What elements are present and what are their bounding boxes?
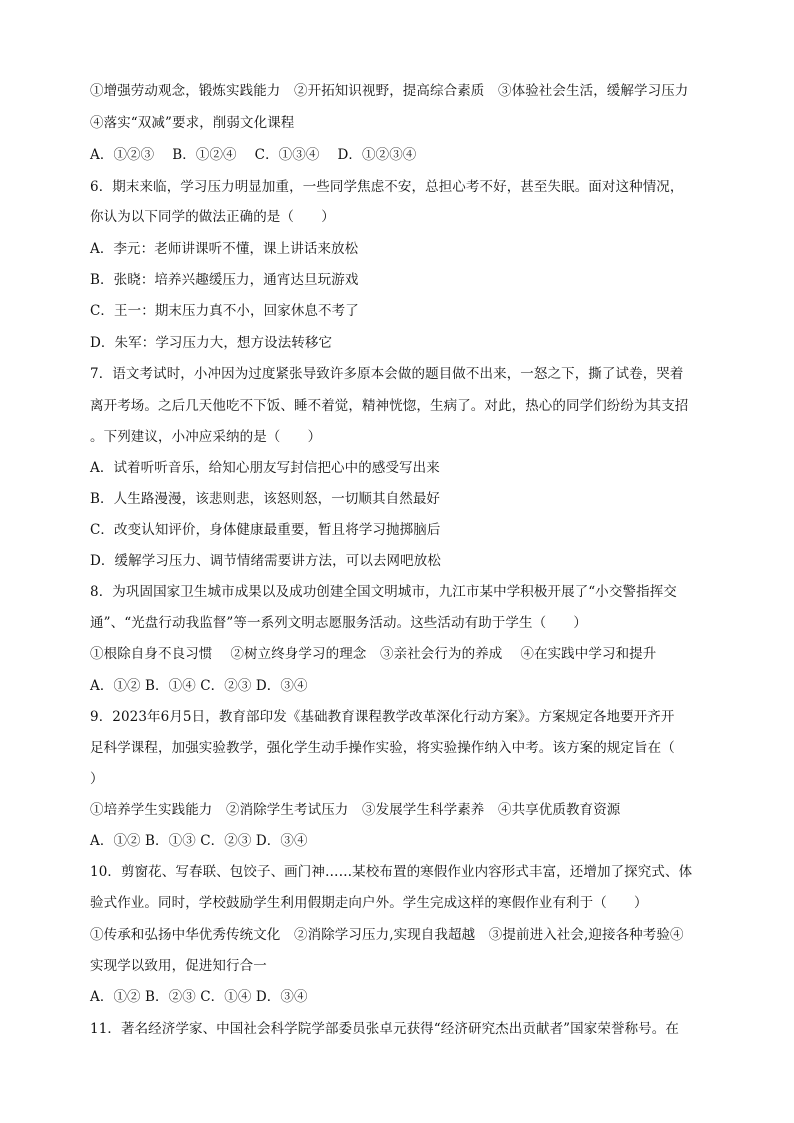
q6-option-c: C．王一：期末压力真不小，回家休息不考了 <box>90 303 359 319</box>
q8-options: A．①② B．①④ C．②③ D．③④ <box>90 678 308 694</box>
q7-option-c: C．改变认知评价，身体健康最重要，暂且将学习抛掷脑后 <box>90 522 441 538</box>
q6-option-a: A．李元：老师讲课听不懂，课上讲话来放松 <box>90 241 359 257</box>
q10-statements-1: ①传承和弘扬中华优秀传统文化 ②消除学习压力,实现自我超越 ③提前进入社会,迎接各种考验④ <box>90 927 684 943</box>
q7-option-a: A．试着听听音乐，给知心朋友写封信把心中的感受写出来 <box>90 460 440 476</box>
q10-stem-1: 10．剪窗花、写春联、包饺子、画门神……某校布置的寒假作业内容形式丰富，还增加了探究式、体 <box>90 864 693 880</box>
q6-option-b: B．张晓：培养兴趣缓压力，通宵达旦玩游戏 <box>90 272 359 288</box>
q9-stem-2: 足科学课程，加强实验教学，强化学生动手操作实验，将实验操作纳入中考。该方案的规定旨在（ <box>90 740 675 756</box>
q6-option-d: D．朱军：学习压力大，想方设法转移它 <box>90 335 333 351</box>
q7-option-b: B．人生路漫漫，该悲则悲，该怒则怒，一切顺其自然最好 <box>90 491 441 507</box>
q5-statements-1: ①增强劳动观念，锻炼实践能力 ②开拓知识视野，提高综合素质 ③体验社会生活，缓解学习压力 <box>90 83 689 99</box>
q8-stem-2: 通”、“光盘行动我监督”等一系列文明志愿服务活动。这些活动有助于学生（ ） <box>90 615 588 631</box>
q8-statements: ①根除自身不良习惯 ②树立终身学习的理念 ③亲社会行为的养成 ④在实践中学习和提升 <box>90 646 657 662</box>
q9-statements: ①培养学生实践能力 ②消除学生考试压力 ③发展学生科学素养 ④共享优质教育资源 <box>90 802 621 818</box>
q10-options: A．①② B．②③ C．①④ D．③④ <box>90 989 308 1005</box>
q5-statements-2: ④落实“双减”要求，削弱文化课程 <box>90 115 295 131</box>
q9-stem-1: 9．2023年6月5日，教育部印发《基础教育课程教学改革深化行动方案》。方案规定各地要开齐开 <box>90 709 675 725</box>
q6-stem-2: 你认为以下同学的做法正确的是（ ） <box>90 209 335 225</box>
q11-stem-1: 11．著名经济学家、中国社会科学院学部委员张卓元获得“经济研究杰出贡献者”国家荣誉称号。在 <box>90 1021 679 1037</box>
q10-statements-2: 实现学以致用，促进知行合一 <box>90 958 267 974</box>
q5-options: A．①②③ B．①②④ C．①③④ D．①②③④ <box>90 147 417 163</box>
q8-stem-1: 8．为巩固国家卫生城市成果以及成功创建全国文明城市，九江市某中学积极开展了“小交警指挥交 <box>90 584 677 600</box>
q7-stem-1: 7．语文考试时，小冲因为过度紧张导致许多原本会做的题目做不出来，一怒之下，撕了试卷，哭着 <box>90 366 684 382</box>
q7-option-d: D．缓解学习压力、调节情绪需要讲方法，可以去网吧放松 <box>90 553 441 569</box>
q10-stem-2: 验式作业。同时，学校鼓励学生利用假期走向户外。学生完成这样的寒假作业有利于（ ） <box>90 895 648 911</box>
q7-stem-3: 。下列建议，小冲应采纳的是（ ） <box>90 429 322 445</box>
q7-stem-2: 离开考场。之后几天他吃不下饭、睡不着觉，精神恍惚，生病了。对此，热心的同学们纷纷为其支招 <box>90 398 689 414</box>
q6-stem-1: 6．期末来临，学习压力明显加重，一些同学焦虑不安，总担心考不好，甚至失眠。面对这种情况， <box>90 179 684 195</box>
q9-options: A．①② B．①③ C．②③ D．③④ <box>90 833 308 849</box>
q9-stem-3: ） <box>90 771 104 787</box>
